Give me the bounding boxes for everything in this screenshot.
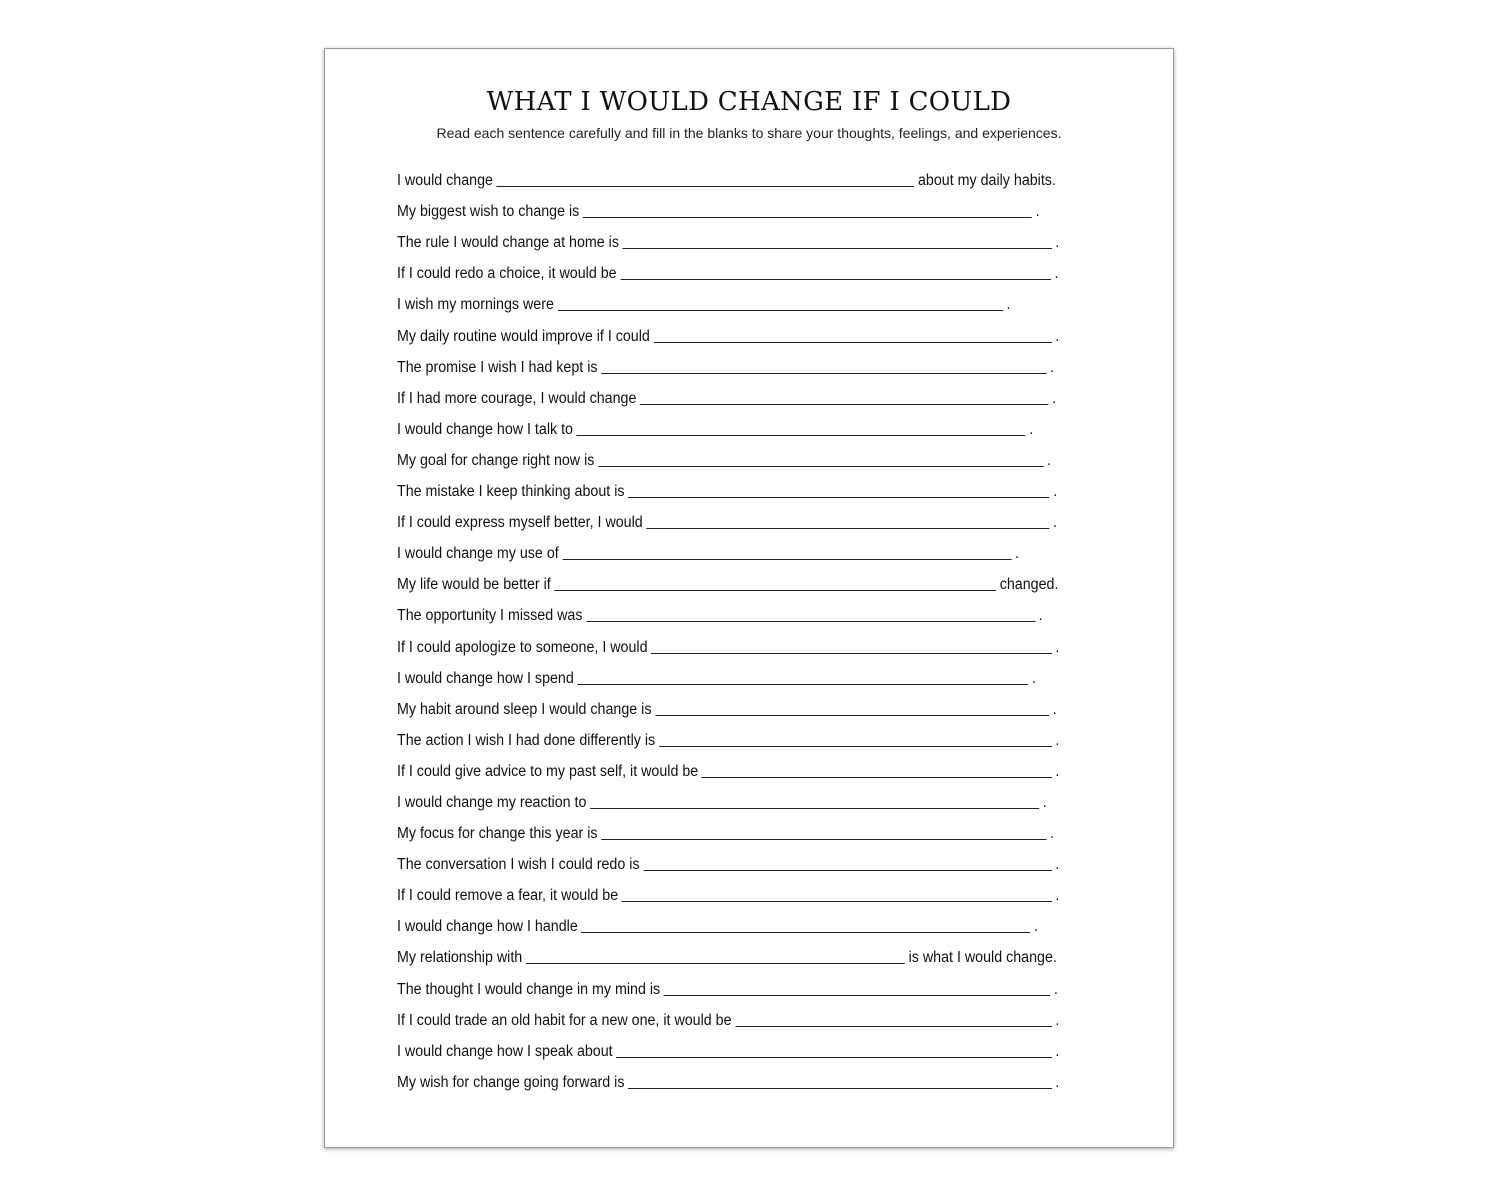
prompt-text: I would change how I speak about (397, 1042, 613, 1060)
prompt-ending: . (1055, 234, 1060, 252)
fill-in-blank[interactable] (562, 558, 1011, 560)
prompt-item (397, 408, 1059, 439)
prompt-text: If I had more courage, I would change (397, 389, 637, 407)
fill-in-blank[interactable] (655, 714, 1049, 716)
fill-in-blank[interactable] (643, 869, 1052, 871)
prompt-item (397, 190, 1059, 221)
prompt-text: The action I wish I had done differently is (397, 731, 656, 749)
prompt-text: My wish for change going forward is (397, 1073, 625, 1091)
prompt-item (397, 999, 1059, 1030)
prompt-text: I wish my mornings were (397, 296, 554, 314)
fill-in-blank[interactable] (577, 434, 1026, 436)
fill-in-blank[interactable] (598, 465, 1043, 467)
prompt-ending: is what I would change. (908, 949, 1057, 967)
prompt-ending: . (1055, 1073, 1060, 1091)
prompt-text: My life would be better if (397, 576, 551, 594)
prompt-item (397, 1061, 1059, 1092)
prompt-ending: . (1055, 1042, 1060, 1060)
prompt-item (397, 843, 1059, 874)
prompt-item (397, 439, 1059, 470)
prompt-item (397, 501, 1059, 532)
prompt-text: If I could remove a fear, it would be (397, 887, 619, 905)
fill-in-blank[interactable] (640, 403, 1048, 405)
fill-in-blank[interactable] (623, 247, 1052, 249)
prompt-ending: . (1035, 203, 1040, 221)
worksheet-page (324, 48, 1174, 1148)
fill-in-blank[interactable] (664, 994, 1050, 996)
prompt-ending: . (1038, 607, 1043, 625)
fill-in-blank[interactable] (601, 838, 1046, 840)
fill-in-blank[interactable] (628, 496, 1049, 498)
prompt-item (397, 625, 1059, 656)
prompt-item (397, 470, 1059, 501)
prompt-ending: . (1055, 731, 1060, 749)
prompt-item (397, 750, 1059, 781)
worksheet-instructions: Read each sentence carefully and fill in the blanks to share your thoughts, feelings, and experiences. (436, 125, 1062, 141)
prompt-ending: . (1055, 1011, 1060, 1029)
fill-in-blank[interactable] (601, 372, 1046, 374)
fill-in-blank[interactable] (659, 745, 1052, 747)
prompt-item (397, 594, 1059, 625)
prompt-text: I would change my reaction to (397, 793, 587, 811)
prompt-ending: changed. (999, 576, 1059, 594)
prompt-ending: . (1042, 793, 1047, 811)
prompt-text: I would change how I handle (397, 918, 578, 936)
fill-in-blank[interactable] (651, 652, 1052, 654)
prompt-text: The promise I wish I had kept is (397, 358, 598, 376)
fill-in-blank[interactable] (586, 620, 1035, 622)
prompt-text: I would change my use of (397, 545, 559, 563)
prompt-ending: . (1015, 545, 1020, 563)
prompt-item (397, 283, 1059, 314)
prompt-item (397, 563, 1059, 594)
prompt-text: My goal for change right now is (397, 451, 595, 469)
prompt-ending: . (1050, 358, 1055, 376)
prompt-ending: . (1047, 451, 1051, 469)
worksheet-title: WHAT I WOULD CHANGE IF I COULD (486, 87, 1012, 117)
prompt-ending: . (1029, 420, 1034, 438)
prompt-ending: . (1052, 389, 1057, 407)
prompt-ending: . (1055, 638, 1060, 656)
prompt-item (397, 905, 1059, 936)
prompt-ending: . (1055, 762, 1060, 780)
prompt-item (397, 159, 1059, 190)
prompt-text: My relationship with (397, 949, 523, 967)
fill-in-blank[interactable] (616, 1056, 1051, 1058)
prompt-text: The mistake I keep thinking about is (397, 483, 625, 501)
fill-in-blank[interactable] (526, 962, 905, 964)
prompt-text: If I could express myself better, I would (397, 514, 643, 532)
prompt-ending: . (1031, 669, 1036, 687)
fill-in-blank[interactable] (702, 776, 1052, 778)
fill-in-blank[interactable] (558, 309, 1003, 311)
prompt-item (397, 1030, 1059, 1061)
fill-in-blank[interactable] (622, 900, 1052, 902)
fill-in-blank[interactable] (581, 931, 1030, 933)
fill-in-blank[interactable] (628, 1087, 1052, 1089)
prompt-item (397, 252, 1059, 283)
prompt-text: My biggest wish to change is (397, 203, 580, 221)
prompt-ending: . (1055, 856, 1060, 874)
fill-in-blank[interactable] (620, 278, 1051, 280)
prompt-text: I would change how I talk to (397, 420, 573, 438)
fill-in-blank[interactable] (577, 683, 1028, 685)
prompt-text: My focus for change this year is (397, 825, 598, 843)
prompt-item (397, 936, 1059, 967)
prompt-text: The rule I would change at home is (397, 234, 619, 252)
prompt-item (397, 781, 1059, 812)
prompt-ending: . (1053, 514, 1057, 532)
fill-in-blank[interactable] (554, 589, 996, 591)
prompt-item (397, 532, 1059, 563)
prompt-ending: . (1006, 296, 1011, 314)
fill-in-blank[interactable] (646, 527, 1049, 529)
prompt-ending: . (1034, 918, 1039, 936)
prompt-ending: . (1053, 483, 1058, 501)
prompt-ending: . (1053, 980, 1058, 998)
prompt-item (397, 719, 1059, 750)
prompt-text: If I could apologize to someone, I would (397, 638, 648, 656)
prompt-ending: about my daily habits. (917, 172, 1056, 190)
prompt-item (397, 346, 1059, 377)
prompt-item (397, 874, 1059, 905)
prompt-item (397, 967, 1059, 998)
prompt-item (397, 688, 1059, 719)
prompt-item (397, 314, 1059, 345)
prompt-text: I would change (397, 172, 493, 190)
prompt-item (397, 377, 1059, 408)
prompt-text: I would change how I spend (397, 669, 574, 687)
prompt-list (397, 159, 1117, 1092)
fill-in-blank[interactable] (735, 1025, 1051, 1027)
prompt-text: The thought I would change in my mind is (397, 980, 661, 998)
prompt-ending: . (1055, 327, 1060, 345)
prompt-item (397, 812, 1059, 843)
fill-in-blank[interactable] (583, 216, 1032, 218)
prompt-text: The opportunity I missed was (397, 607, 583, 625)
prompt-item (397, 221, 1059, 252)
prompt-text: My daily routine would improve if I could (397, 327, 650, 345)
fill-in-blank[interactable] (654, 341, 1052, 343)
prompt-ending: . (1055, 887, 1060, 905)
prompt-ending: . (1052, 700, 1057, 718)
prompt-text: My habit around sleep I would change is (397, 700, 652, 718)
fill-in-blank[interactable] (590, 807, 1039, 809)
prompt-text: If I could give advice to my past self, it would be (397, 762, 699, 780)
prompt-ending: . (1050, 825, 1055, 843)
prompt-text: The conversation I wish I could redo is (397, 856, 640, 874)
prompt-text: If I could trade an old habit for a new one, it would be (397, 1011, 732, 1029)
prompt-text: If I could redo a choice, it would be (397, 265, 617, 283)
fill-in-blank[interactable] (497, 185, 915, 187)
prompt-ending: . (1054, 265, 1059, 283)
prompt-item (397, 657, 1059, 688)
